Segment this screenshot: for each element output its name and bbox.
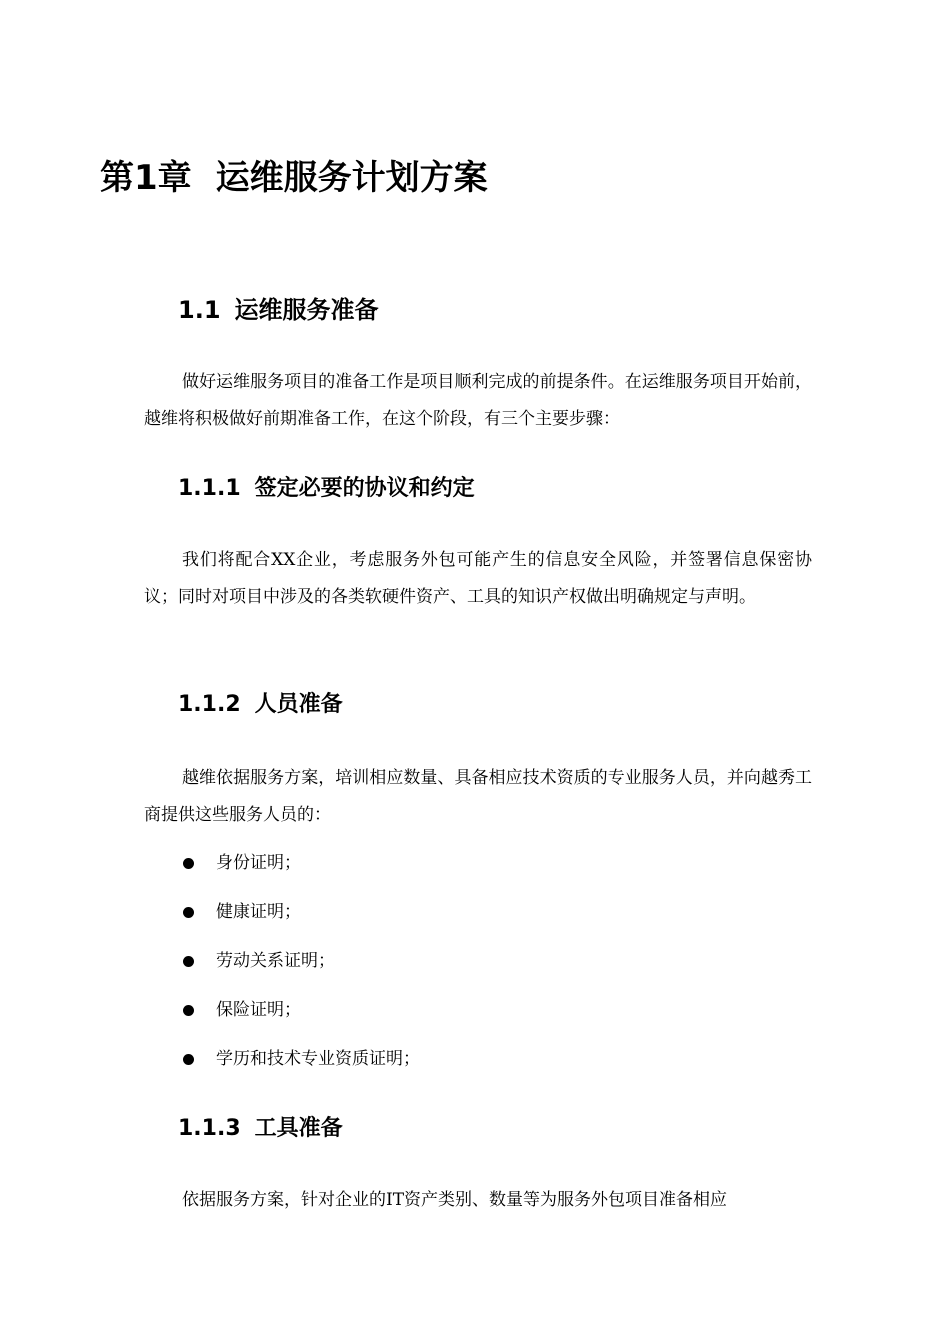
paragraph-staff-prep: 越维依据服务方案，培训相应数量、具备相应技术资质的专业服务人员，并向越秀工商提供这些服务人员的： <box>144 768 812 825</box>
chapter-number: 第1章 <box>100 158 192 198</box>
chapter-title: 运维服务计划方案 <box>215 158 488 198</box>
section-heading-1-1-3 <box>178 1112 343 1146</box>
section-title: 签定必要的协议和约定 <box>254 476 475 501</box>
bullet-icon <box>183 956 194 967</box>
bullet-icon <box>183 1054 194 1065</box>
paragraph-agreements: 我们将配合XX企业，考虑服务外包可能产生的信息安全风险，并签署信息保密协议；同时对项目中涉及的各类软硬件资产、工具的知识产权做出明确规定与声明。 <box>144 550 812 607</box>
section-heading-1-1 <box>178 292 379 328</box>
section-title: 人员准备 <box>254 692 343 717</box>
section-number: 1.1.2 <box>178 692 241 717</box>
bullet-icon <box>183 1005 194 1016</box>
chapter-heading <box>100 152 488 204</box>
bullet-icon <box>183 907 194 918</box>
section-title: 工具准备 <box>254 1116 343 1141</box>
document-page: 第1章 运维服务计划方案 1.1 运维服务准备 做好运维服务项目的准备工作是项目顺利完成的前提条件。在运维服务项目开始前，越维将积极做好前期准备工作，在这个阶段，有三个主要步骤： 1.1.1 签定必要的协议和约定 我们将配合XX企业，考虑服务外包可能产生的信息安全风险，并签署信息保密协议；同时对项目中涉及的各类软硬件资产、工具的知识产权做出明确规定与声明。 1.1.2 人员准备 越维依据服务方案，培训相应数量、具备相应技术资质的专业服务人员，并向越秀工商提供这些服务人员的： 身份证明； 健康证明； 劳动关系证明； 保险证明； 学历和技术专业资质证明； 1.1.3 工具准备 依据服务方案，针对企业的IT资产类别、数量等为服务外包项目准备相应 <box>0 0 950 1344</box>
section-title: 运维服务准备 <box>234 296 379 324</box>
section-heading-1-1-1 <box>178 472 475 506</box>
paragraph-tools-prep: 依据服务方案，针对企业的IT资产类别、数量等为服务外包项目准备相应 <box>182 1190 728 1210</box>
paragraph-service-prep: 做好运维服务项目的准备工作是项目顺利完成的前提条件。在运维服务项目开始前，越维将积极做好前期准备工作，在这个阶段，有三个主要步骤： <box>144 372 812 429</box>
bullet-icon <box>183 858 194 869</box>
section-heading-1-1-2 <box>178 688 343 722</box>
section-number: 1.1 <box>178 296 221 324</box>
section-number: 1.1.3 <box>178 1116 241 1141</box>
section-number: 1.1.1 <box>178 476 241 501</box>
